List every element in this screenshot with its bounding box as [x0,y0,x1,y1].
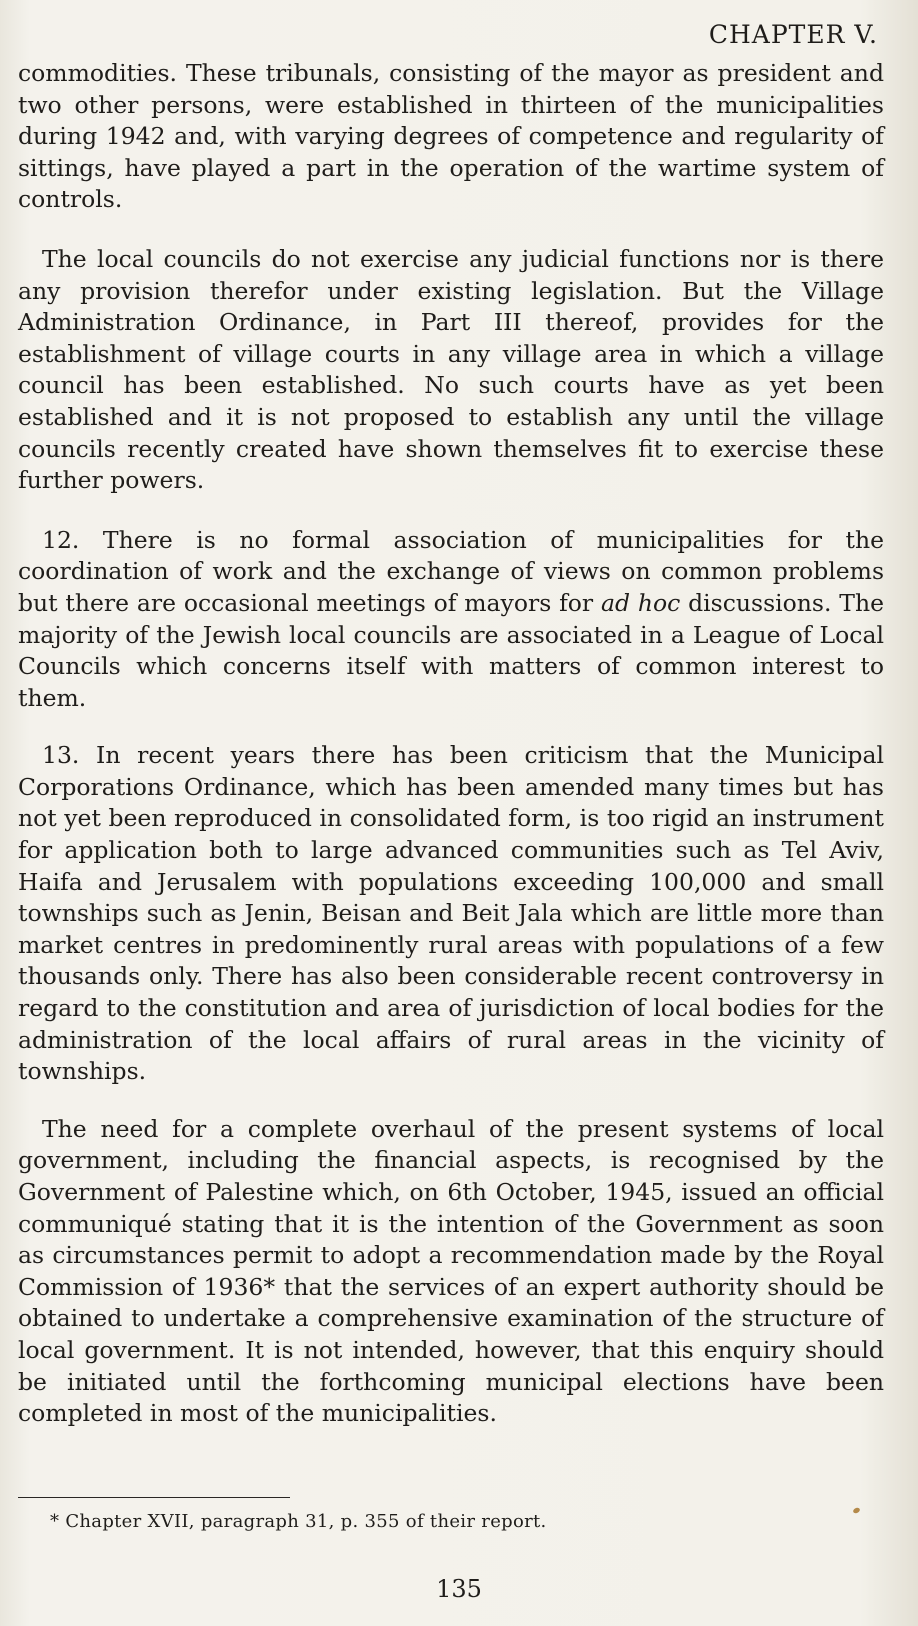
body-text [18,58,884,1458]
footnote: * Chapter XVII, paragraph 31, p. 355 of their report. [50,1511,547,1532]
paragraph-12-italic: ad hoc [600,588,681,617]
paragraph-number: 12. [42,525,80,554]
paragraph-continued: commodities. These tribunals, consisting of the mayor as president and two other persons, were established in thirteen of the municipalities during 1942 and, with varying degrees of competence and regularity of sittings, have played a part in the operation of the wartime system of controls. [18,59,884,214]
footnote-rule [18,1497,290,1498]
ink-smudge [852,1507,860,1514]
paragraph-overhaul: The need for a complete overhaul of the present systems of local government, including the financial aspects, is recognised by the Government of Palestine which, on 6th October, 1945, issued an official communiqué stating that it is the intention of the Government as soon as circumstances permit to adopt a recommendation made by the Royal Commission of 1936* that the services of an expert authority should be obtained to undertake a comprehensive examination of the structure of local government. It is not intended, however, that this enquiry should be initiated until the forthcoming municipal elections have been completed in most of the municipalities. [18,1114,884,1428]
paragraph-13-text: In recent years there has been criticism that the Municipal Corporations Ordinance, which has been amended many times but has not yet been reproduced in consolidated form, is too rigid an instrument for application both to large advanced communities such as Tel Aviv, Haifa and Jerusalem with populations exceeding 100,000 and small townships such as Jenin, Beisan and Beit Jala which are little more than market centres in predominently rural areas with populations of a few thousands only. There has also been considerable recent controversy in regard to the constitution and area of jurisdiction of local bodies for the administration of the local affairs of rural areas in the vicinity of townships. [18,741,884,1086]
paragraph-12 [18,525,884,715]
paragraph-13 [18,740,884,1088]
chapter-header: CHAPTER V. [708,20,878,49]
paragraph-number: 13. [42,741,80,770]
paragraph-12-text-b: discussions. The majority of the Jewish local councils are associated in a League of Local Councils which concerns itself with matters of common interest to them. [18,588,884,712]
paragraph-local-councils: The local councils do not exercise any judicial functions nor is there any provision therefor under existing legislation. But the Village Administration Ordinance, in Part III thereof, provides for the establishment of village courts in any village area in which a village council has been established. No such courts have as yet been established and it is not proposed to establish any until the village councils recently created have shown themselves fit to exercise these further powers. [18,244,884,495]
paragraph-12-text-a: There is no formal association of municipalities for the coordination of work and the exchange of views on common problems but there are occasional meetings of mayors for [18,525,884,617]
page-number: 135 [436,1575,482,1603]
